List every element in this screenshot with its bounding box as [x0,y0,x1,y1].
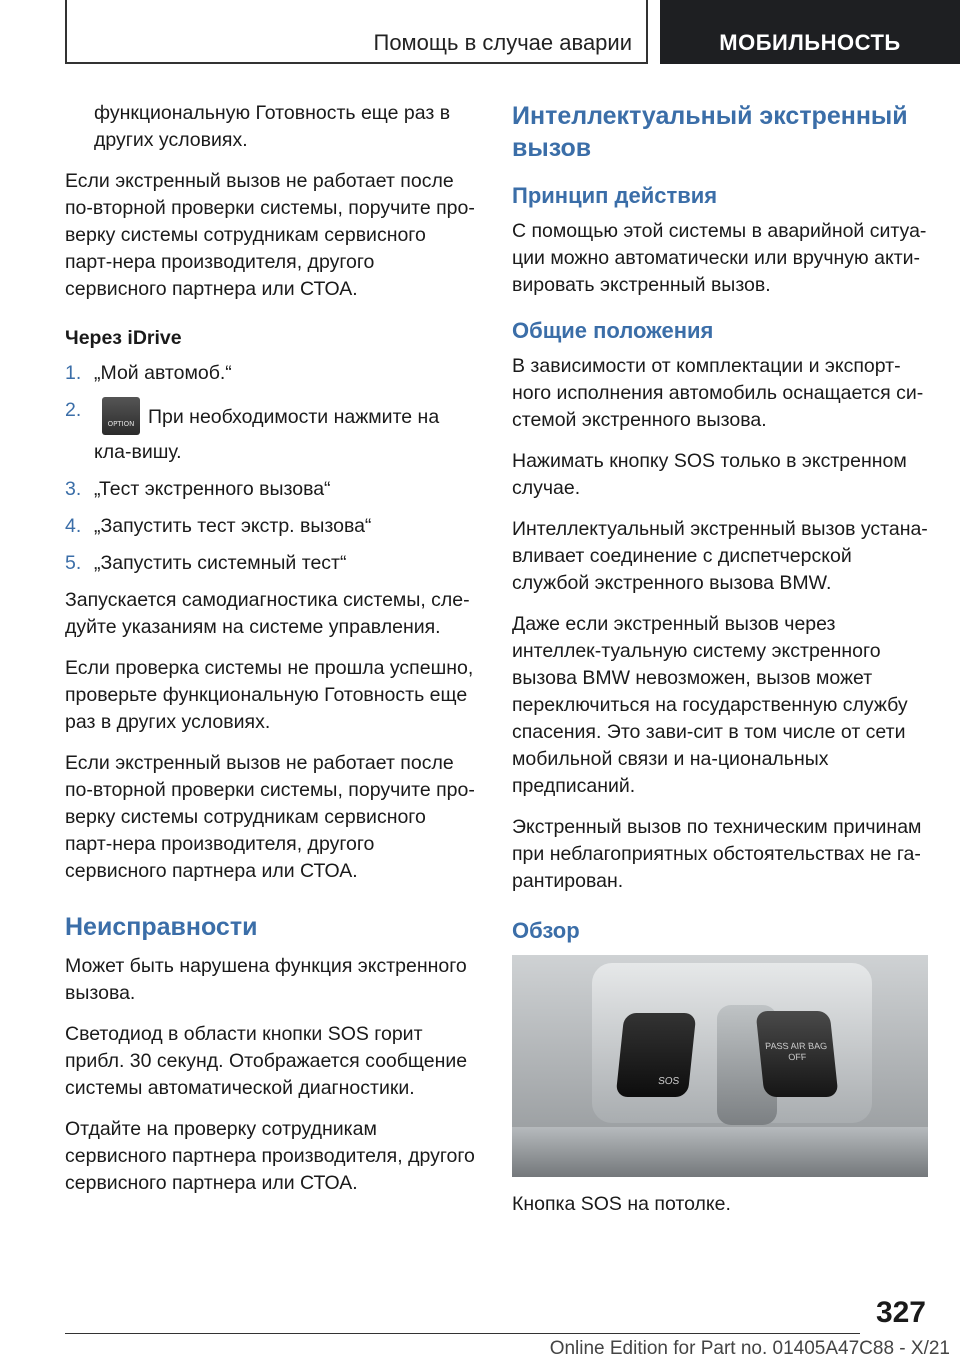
diagnostics-paragraph: Запускается самодиагностика системы, сле-дуйте указаниям на системе управления. [65,589,470,638]
overview-heading: Обзор [512,918,580,943]
principle-paragraph: С помощью этой системы в аварийной ситуа-ции можно автоматически или вручную акти-вировать экстренный вызов. [512,220,927,296]
faults-heading: Неисправности [65,913,258,941]
header-chapter-title: МОБИЛЬНОСТЬ [719,30,901,55]
footer-divider [65,1333,860,1334]
left-column [65,100,477,1211]
sos-button-image: SOS [616,1013,697,1097]
steps-list [65,360,477,577]
service-paragraph-1: Если экстренный вызов не работает после по-вторной проверки системы, поручите про-верку системы сотрудникам сервисного парт-нера производителя, другого сервисного партнера или СТОА. [65,170,475,300]
footer-edition: Online Edition for Part no. 01405A47C88 - X/21 [549,1338,950,1359]
general-paragraph-1: В зависимости от комплектации и экспорт-ного исполнения автомобиль оснащается си-стемой экстренного вызова. [512,355,924,431]
airbag-indicator-image: PASS AIR BAG OFF [755,1011,838,1097]
header-section-title: Помощь в случае аварии [373,30,632,55]
right-column [512,100,928,1218]
step-item: 2. OPTION При необходимости нажмите на кла-вишу. [65,399,440,463]
sos-button-photo [512,955,928,1177]
step-item: 1. „Мой автомоб.“ [65,362,232,384]
fault-paragraph-2: Светодиод в области кнопки SOS горит прибл. 30 секунд. Отображается сообщение системы автоматической диагностики. [65,1023,468,1099]
fault-paragraph-3: Отдайте на проверку сотрудникам сервисного партнера производителя, другого сервисного партнера или СТОА. [65,1118,475,1194]
principle-heading: Принцип действия [512,183,718,208]
page-number: 327 [875,1296,926,1329]
section-title: Интеллектуальный экстренный вызов [512,102,908,162]
option-button-icon: OPTION [102,397,140,435]
continuation-paragraph: функциональную Готовность еще раз в других условиях. [94,102,451,151]
step-item: 4. „Запустить тест экстр. вызова“ [65,515,372,537]
step-item: 3. „Тест экстренного вызова“ [65,478,331,500]
step-item: 5. „Запустить системный тест“ [65,552,347,574]
service-paragraph-2: Если экстренный вызов не работает после по-вторной проверки системы, поручите про-верку системы сотрудникам сервисного парт-нера производителя, другого сервисного партнера или СТОА. [65,752,475,882]
header-section-tab [65,0,648,64]
fault-paragraph-1: Может быть нарушена функция экстренного вызова. [65,955,467,1004]
photo-caption: Кнопка SOS на потолке. [512,1193,731,1215]
idrive-heading: Через iDrive [65,327,182,349]
light-strip [512,1127,928,1177]
general-paragraph-2: Нажимать кнопку SOS только в экстренном случае. [512,450,907,499]
general-paragraph-3: Интеллектуальный экстренный вызов устана-вливает соединение с диспетчерской службой экстренного вызова BMW. [512,518,928,594]
general-paragraph-5: Экстренный вызов по техническим причинам при неблагоприятных обстоятельствах не га-рантирован. [512,816,922,892]
general-heading: Общие положения [512,318,714,343]
failed-paragraph: Если проверка системы не прошла успешно, проверьте функциональную Готовность еще раз в других условиях. [65,657,474,733]
general-paragraph-4: Даже если экстренный вызов через интеллек-туальную систему экстренного вызова BMW невозможен, вызов может переключиться на государственную службу спасения. Это зави-сит в том числе от сети мобильной связи и на-циональных предписаний. [512,613,908,797]
header-chapter-tab [660,0,960,64]
